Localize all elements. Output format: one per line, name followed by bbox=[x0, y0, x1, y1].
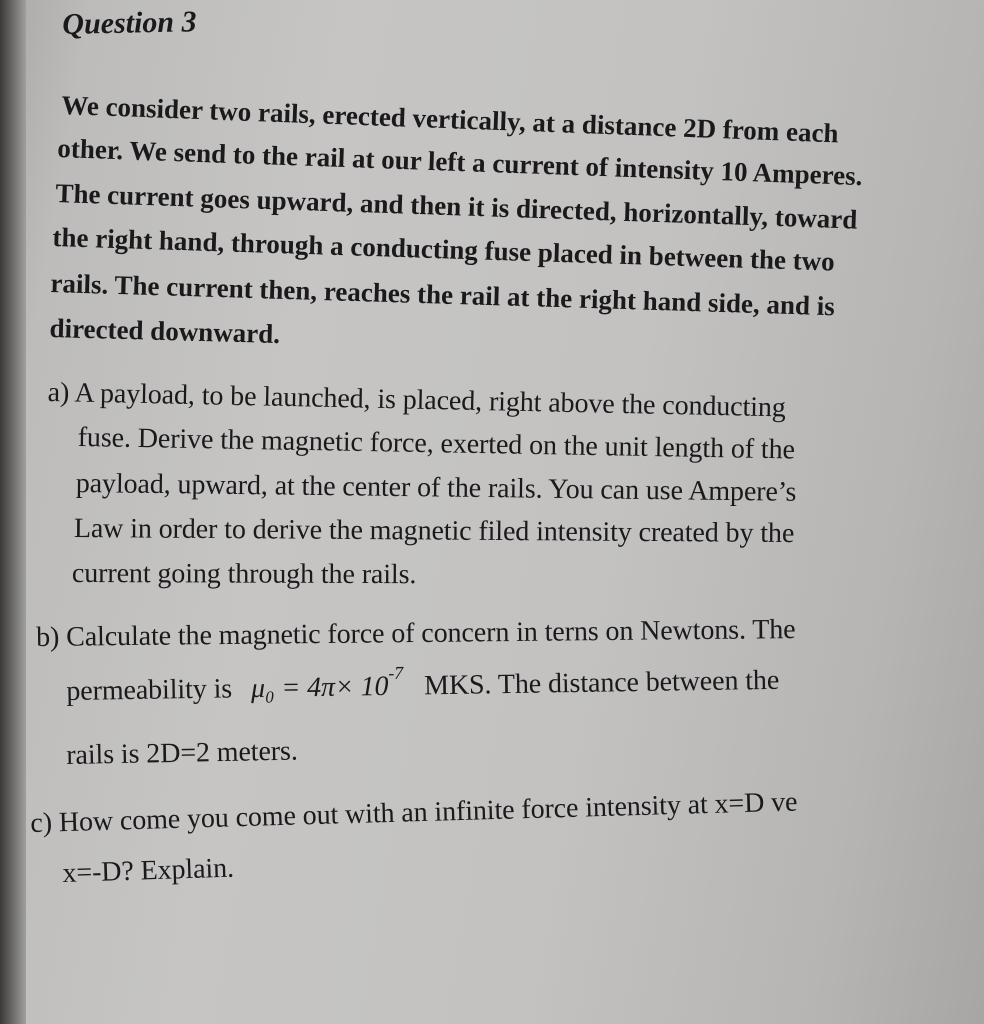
part-a-line-3: payload, upward, at the center of the rails. You can use Ampere’s bbox=[75, 468, 797, 508]
intro-line-4: the right hand, through a conducting fuse placed in between the two bbox=[52, 222, 836, 277]
part-c-line-2: x=-D? Explain. bbox=[62, 852, 235, 889]
question-title: Question 3 bbox=[62, 5, 197, 41]
part-c-line-1: c) How come you come out with an infinite force intensity at x=D ve bbox=[30, 786, 798, 839]
part-b-line-1: b) Calculate the magnetic force of concern in terns on Newtons. The bbox=[36, 614, 796, 653]
intro-line-3: The current goes upward, and then it is directed, horizontally, toward bbox=[55, 178, 858, 235]
part-b-line-3: rails is 2D=2 meters. bbox=[66, 735, 298, 771]
part-b-line-2 bbox=[66, 657, 779, 708]
part-b-permeability-label: permeability is bbox=[66, 673, 233, 707]
intro-line-6: directed downward. bbox=[49, 313, 281, 350]
part-a-line-1: a) A payload, to be launched, is placed, right above the conducting bbox=[47, 377, 787, 424]
part-a-line-5: current going through the rails. bbox=[71, 558, 417, 591]
part-a-line-4: Law in order to derive the magnetic filed intensity created by the bbox=[73, 513, 795, 550]
intro-line-2: other. We send to the rail at our left a current of intensity 10 Amperes. bbox=[56, 133, 863, 192]
permeability-exponent: -7 bbox=[388, 662, 404, 683]
intro-line-5: rails. The current then, reaches the rail at the right hand side, and is bbox=[50, 268, 836, 322]
intro-line-1: We consider two rails, erected vertically, at a distance 2D from each bbox=[60, 90, 840, 149]
part-a-line-2: fuse. Derive the magnetic force, exerted on the unit length of the bbox=[77, 422, 796, 466]
part-b-units-text: MKS. The distance between the bbox=[423, 664, 780, 702]
permeability-formula: μ₀ = 4π× 10 bbox=[250, 670, 389, 705]
